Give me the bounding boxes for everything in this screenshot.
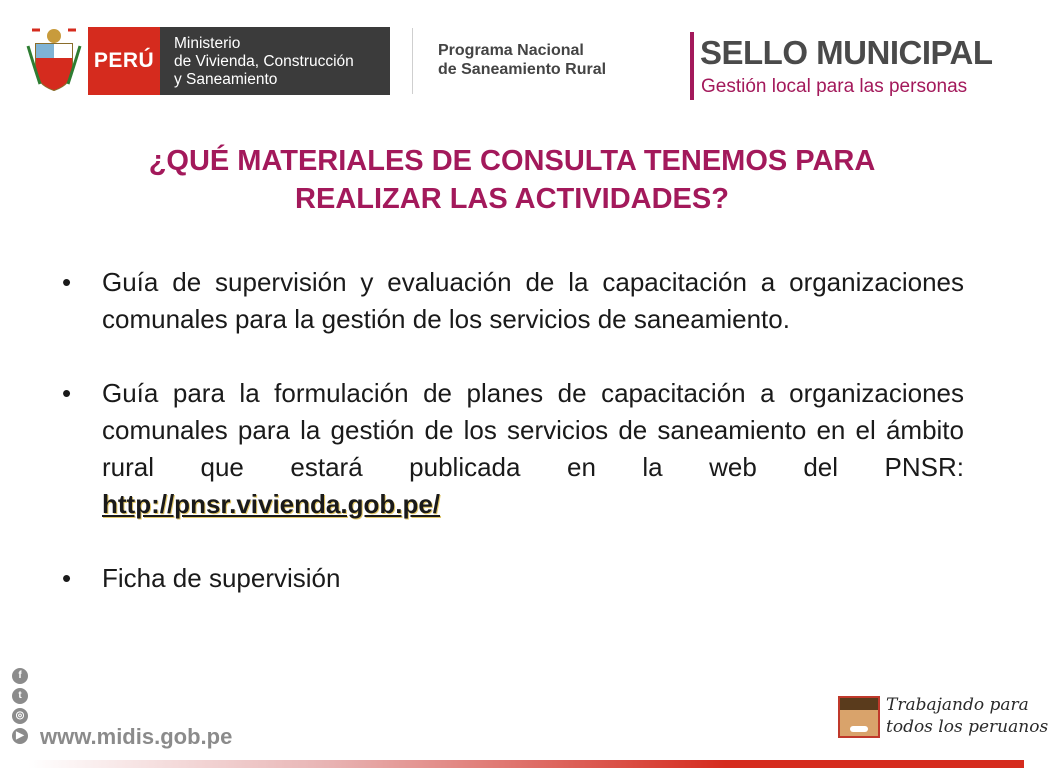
youtube-icon[interactable]: ▶ xyxy=(12,728,28,744)
sello-title: SELLO MUNICIPAL xyxy=(700,34,993,71)
instagram-icon[interactable]: ◎ xyxy=(12,708,28,724)
bullet-text: Guía de supervisión y evaluación de la capacitación a organizaciones comunales para la gestión de los servicios de saneamiento. xyxy=(102,267,964,334)
title-line: ¿QUÉ MATERIALES DE CONSULTA TENEMOS PARA xyxy=(148,145,876,177)
portrait-icon xyxy=(838,696,880,738)
ministry-logo xyxy=(160,27,390,95)
slogan-line: todos los peruanos xyxy=(886,717,1048,737)
website-url[interactable]: www.midis.gob.pe xyxy=(40,724,233,749)
program-line: de Saneamiento Rural xyxy=(438,61,607,78)
program-line: Programa Nacional xyxy=(438,42,584,59)
peru-logo xyxy=(88,27,160,95)
slide-title xyxy=(60,142,964,218)
ministry-line: y Saneamiento xyxy=(174,71,278,88)
sello-subtitle: Gestión local para las personas xyxy=(701,76,968,97)
header-divider xyxy=(412,28,413,94)
bullet-item xyxy=(60,560,964,597)
slogan-text xyxy=(886,694,1048,738)
slide-header xyxy=(0,0,1024,110)
peru-coat-of-arms-icon xyxy=(26,26,82,92)
bullet-text: Ficha de supervisión xyxy=(102,563,341,593)
ministry-line: de Vivienda, Construcción xyxy=(174,53,354,70)
program-name xyxy=(438,41,606,79)
bullet-item xyxy=(60,375,964,523)
ministry-line: Ministerio xyxy=(174,35,241,52)
slogan-line: Trabajando para xyxy=(886,695,1029,715)
bullet-text: Guía para la formulación de planes de capacitación a organizaciones comunales para la gestión de los servicios de saneamiento en el ámbito rural que estará publicada en la web del PNSR: xyxy=(102,378,964,482)
sello-accent-bar xyxy=(690,32,694,100)
peru-label: PERÚ xyxy=(93,49,155,72)
footer-bar xyxy=(28,760,1024,768)
facebook-icon[interactable]: f xyxy=(12,668,28,684)
title-line: REALIZAR LAS ACTIVIDADES? xyxy=(295,183,729,215)
bullet-item xyxy=(60,264,964,338)
twitter-icon[interactable]: t xyxy=(12,688,28,704)
slogan-logo xyxy=(838,692,1048,748)
bullet-list xyxy=(60,264,964,634)
pnsr-website-link[interactable]: http://pnsr.vivienda.gob.pe/ xyxy=(102,489,441,519)
social-icons xyxy=(12,668,32,748)
